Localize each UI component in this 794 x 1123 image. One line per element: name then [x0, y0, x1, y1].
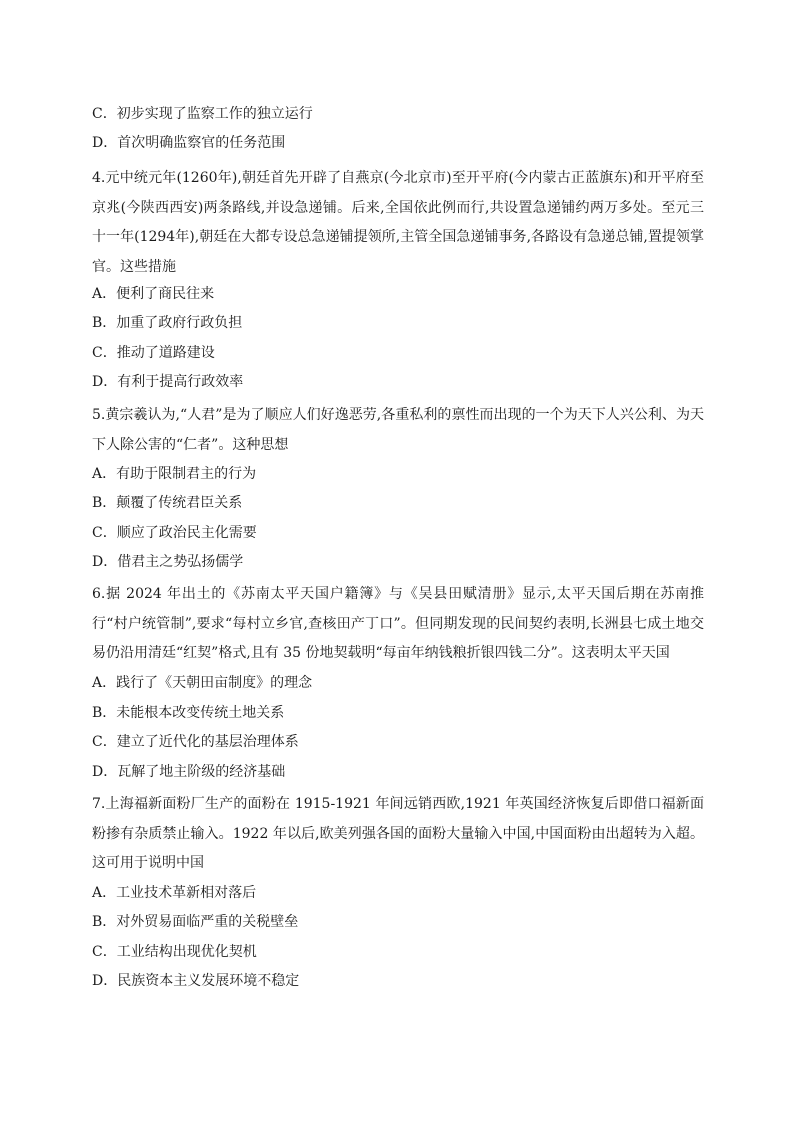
q4-stem: 4.元中统元年(1260年),朝廷首先开辟了自燕京(今北京市)至开平府(今内蒙古正蓝旗东)和开平府至京兆(今陕西西安)两条路线,并设急递铺。后来,全国依此例而行,共设置急递铺约两万多处。至元三十一年(1294年),朝廷在大都专设总急递铺提领所,主管全国急递铺事务,各路设有急递总铺,置提领掌官。这些措施	[92, 170, 704, 275]
q5-option-d: D．借君主之势弘扬儒学	[92, 554, 244, 570]
q7-option-d: D．民族资本主义发展环境不稳定	[92, 973, 300, 989]
q4-option-c: C．推动了道路建设	[92, 345, 215, 361]
q4-option-d: D．有利于提高行政效率	[92, 374, 244, 390]
q7-option-b: B．对外贸易面临严重的关税壁垒	[92, 914, 299, 930]
q5-option-c: C．顺应了政治民主化需要	[92, 525, 257, 541]
q3-option-c: C．初步实现了监察工作的独立运行	[92, 106, 313, 122]
q4-option-b: B．加重了政府行政负担	[92, 315, 243, 331]
q7-option-c: C．工业结构出现优化契机	[92, 944, 257, 960]
q6-option-d: D．瓦解了地主阶级的经济基础	[92, 764, 286, 780]
q3-option-d: D．首次明确监察官的任务范围	[92, 135, 286, 151]
q7-option-a: A．工业技术革新相对落后	[92, 885, 257, 901]
q5-option-b: B．颠覆了传统君臣关系	[92, 495, 243, 511]
q6-option-a: A．践行了《天朝田亩制度》的理念	[92, 675, 313, 691]
q6-stem: 6.据 2024 年出土的《苏南太平天国户籍簿》与《吴县田赋清册》显示,太平天国后期在苏南推行“村户统管制”,要求“每村立乡官,查核田产丁口”。但同期发现的民间契约表明,长洲县七成土地交易仍沿用清廷“红契”格式,且有 35 份地契载明“每亩年纳钱粮折银四钱二分”。这表明太平天国	[92, 586, 704, 661]
q7-stem: 7.上海福新面粉厂生产的面粉在 1915-1921 年间远销西欧,1921 年英国经济恢复后即借口福新面粉掺有杂质禁止输入。1922 年以后,欧美列强各国的面粉大量输入中国,中国面粉由出超转为入超。这可用于说明中国	[92, 796, 704, 871]
q5-stem: 5.黄宗羲认为,“人君”是为了顺应人们好逸恶劳,各重私利的禀性而出现的一个为天下人兴公利、为天下人除公害的“仁者”。这种思想	[92, 407, 704, 453]
q5-option-a: A．有助于限制君主的行为	[92, 466, 257, 482]
q4-option-a: A．便利了商民往来	[92, 286, 215, 302]
q6-option-b: B．未能根本改变传统土地关系	[92, 705, 285, 721]
q6-option-c: C．建立了近代化的基层治理体系	[92, 734, 299, 750]
